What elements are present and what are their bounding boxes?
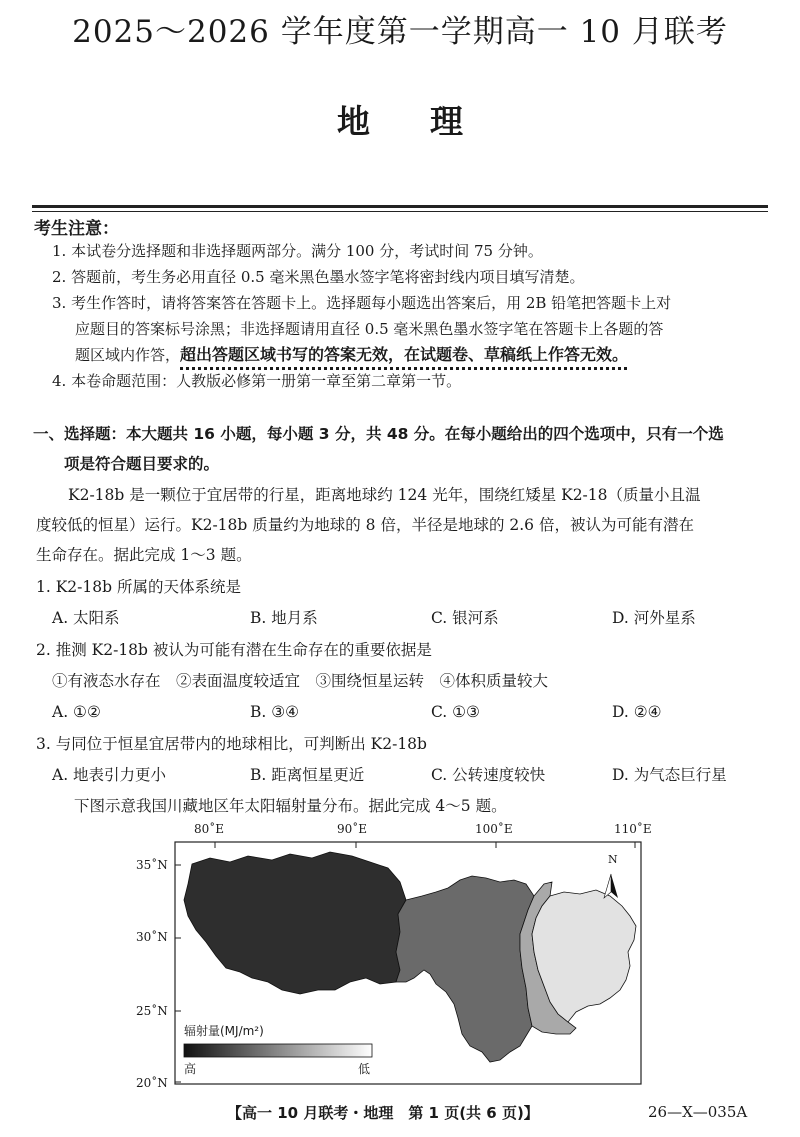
legend-gradient	[184, 1044, 372, 1057]
page-footer: 【高一 10 月联考・地理 第 1 页(共 6 页)】	[227, 1104, 539, 1122]
answer-option: A. 太阳系	[52, 609, 120, 627]
latitude-label: 35˚N	[136, 858, 168, 872]
section-heading: 项是符合题目要求的。	[64, 455, 220, 473]
answer-option: C. 银河系	[431, 609, 499, 627]
notice-text: 题区域内作答，	[75, 346, 181, 364]
subject-char: 理	[430, 102, 463, 141]
longitude-label: 80˚E	[194, 822, 225, 836]
exam-title: 2025～2026 学年度第一学期高一 10 月联考	[72, 14, 728, 50]
answer-option: A. ①②	[52, 703, 101, 721]
answer-option: A. 地表引力更小	[52, 766, 167, 784]
notice-item: 2. 答题前，考生务必用直径 0.5 毫米黑色墨水签字笔将密封线内项目填写清楚。	[52, 268, 585, 286]
map-intro: 下图示意我国川藏地区年太阳辐射量分布。据此完成 4～5 题。	[74, 797, 507, 815]
notice-item: 1. 本试卷分选择题和非选择题两部分。满分 100 分，考试时间 75 分钟。	[52, 242, 543, 260]
legend-low-label: 低	[358, 1062, 371, 1076]
longitude-label: 100˚E	[475, 822, 513, 836]
longitude-label: 90˚E	[337, 822, 368, 836]
divider	[32, 205, 768, 208]
stem-line: 生命存在。据此完成 1～3 题。	[36, 546, 252, 564]
answer-option: C. ①③	[431, 703, 480, 721]
legend-title: 辐射量(MJ/m²)	[184, 1024, 264, 1038]
notice-emphasis: 超出答题区域书写的答案无效，在试题卷、草稿纸上作答无效。	[180, 345, 629, 364]
answer-option: D. ②④	[612, 703, 662, 721]
section-heading: 一、选择题：本大题共 16 小题，每小题 3 分，共 48 分。在每小题给出的四个选项中，只有一个选	[33, 425, 724, 443]
exam-code: 26—X—035A	[648, 1103, 748, 1121]
notice-item: 应题目的答案标号涂黑；非选择题请用直径 0.5 毫米黑色墨水签字笔在答题卡上各题的答	[75, 320, 664, 338]
latitude-label: 25˚N	[136, 1004, 168, 1018]
legend-high-label: 高	[184, 1062, 197, 1076]
notice-item: 4. 本卷命题范围：人教版必修第一册第一章至第二章第一节。	[52, 372, 462, 390]
question-text: 1. K2-18b 所属的天体系统是	[36, 578, 241, 596]
question-text: 3. 与同位于恒星宜居带内的地球相比，可判断出 K2-18b	[36, 735, 427, 753]
north-label: N	[608, 853, 618, 866]
stem-line: K2-18b 是一颗位于宜居带的行星，距离地球约 124 光年，围绕红矮星 K2-18（质量小且温	[68, 486, 701, 504]
answer-option: B. 距离恒星更近	[250, 766, 365, 784]
stem-line: 度较低的恒星）运行。K2-18b 质量约为地球的 8 倍，半径是地球的 2.6 倍，被认为可能有潜在	[36, 516, 694, 534]
divider	[32, 211, 768, 212]
answer-option: B. ③④	[250, 703, 300, 721]
answer-option: D. 为气态巨行星	[612, 766, 727, 784]
longitude-label: 110˚E	[614, 822, 652, 836]
latitude-label: 30˚N	[136, 930, 168, 944]
question-text: 2. 推测 K2-18b 被认为可能有潜在生命存在的重要依据是	[36, 641, 432, 659]
notice-item: 3. 考生作答时，请将答案答在答题卡上。选择题每小题选出答案后，用 2B 铅笔把答题卡上对	[52, 294, 672, 312]
notice-title: 考生注意：	[34, 219, 119, 239]
answer-option: C. 公转速度较快	[431, 766, 546, 784]
subject-char: 地	[337, 102, 370, 141]
question-statements: ①有液态水存在 ②表面温度较适宜 ③围绕恒星运转 ④体积质量较大	[52, 672, 549, 690]
map-canvas	[130, 822, 650, 1092]
latitude-label: 20˚N	[136, 1076, 168, 1090]
answer-option: D. 河外星系	[612, 609, 696, 627]
notice-item	[75, 342, 789, 368]
solar-radiation-map	[130, 822, 650, 1092]
subject-title	[0, 96, 800, 143]
answer-option: B. 地月系	[250, 609, 318, 627]
